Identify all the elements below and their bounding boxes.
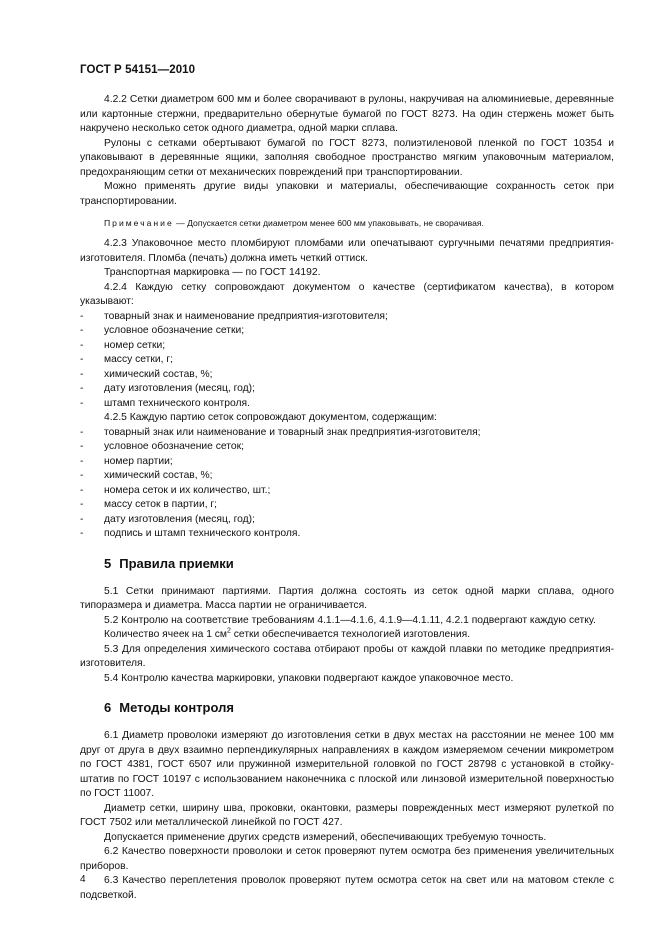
paragraph-4-2-4: 4.2.4 Каждую сетку сопровождают документом о качестве (сертификатом качества), в котором указывают:: [80, 281, 614, 307]
list-item: - химический состав, %;: [80, 368, 213, 380]
list-4-2-4: [80, 310, 614, 412]
list-item: - дату изготовления (месяц, год);: [80, 383, 255, 394]
paragraph-4-2-2: 4.2.2 Сетки диаметром 600 мм и более сворачивают в рулоны, накручивая на алюминиевые, деревянные или картонные стержни, предварительно обернутые бумагой по ГОСТ 8273. На один стержень может быть накручено несколько сеток одного диаметра, одной марки сплава.: [80, 94, 614, 134]
list-item: - условное обозначение сеток;: [80, 441, 244, 452]
paragraph-5-1: 5.1 Сетки принимают партиями. Партия должна состоять из сеток одной марки сплава, одного типоразмера и диаметра. Масса партии не ограничивается.: [80, 585, 614, 611]
list-item: - подпись и штамп технического контроля.: [80, 528, 301, 539]
note-text: — Допускается сетки диаметром менее 600 мм упаковывать, не сворачивая.: [173, 218, 484, 228]
page-number: 4: [80, 874, 86, 885]
note: [80, 217, 614, 229]
list-item: - дату изготовления (месяц, год);: [80, 513, 255, 525]
section-title: Методы контроля: [119, 700, 234, 715]
list-item: - химический состав, %;: [80, 470, 213, 481]
paragraph-4-2-5: 4.2.5 Каждую партию сеток сопровождают документом, содержащим:: [104, 412, 437, 423]
list-item: - номер партии;: [80, 455, 173, 467]
document-header: ГОСТ Р 54151—2010: [80, 64, 196, 76]
paragraph-5-4: 5.4 Контролю качества маркировки, упаковки подвергают каждое упаковочное место.: [104, 672, 514, 684]
section-5-heading: [104, 556, 614, 572]
section-title: Правила приемки: [119, 555, 234, 571]
paragraph-6-3: 6.3 Качество переплетения проволок проверяют путем осмотра сеток на свет или на матовом стекле с подсветкой.: [80, 875, 614, 901]
paragraph-transport-marking: Транспортная маркировка — по ГОСТ 14192.: [104, 267, 321, 278]
paragraph-diameter: Диаметр сетки, ширину шва, проковки, окантовки, размеры поврежденных мест измеряют рулеткой по ГОСТ 7502 или металлической линейкой по ГОСТ 427.: [80, 802, 614, 828]
list-item: - номер сетки;: [80, 339, 166, 351]
list-item: - товарный знак и наименование предприятия-изготовителя;: [80, 310, 388, 322]
paragraph-allow: Допускается применение других средств измерений, обеспечивающих требуемую точность.: [104, 831, 547, 843]
list-item: - товарный знак или наименование и товарный знак предприятия-изготовителя;: [80, 426, 481, 438]
paragraph-5-2: 5.2 Контролю на соответствие требованиям 4.1.1—4.1.6, 4.1.9—4.1.11, 4.2.1 подвергают каждую сетку.: [104, 614, 596, 626]
paragraph-6-1: 6.1 Диаметр проволоки измеряют до изготовления сетки в двух местах на расстоянии не менее 100 мм друг от друга в двух взаимно перпендикулярных направлениях в каждом измеряемом сечении микрометром по ГОСТ 4381, ГОСТ 6507 или пружинной измерительной головкой по ГОСТ 28798 с установкой в стойку-штатив по ГОСТ 10197 с использованием наконечника с плоской или линзовой измерительной поверхностью по ГОСТ 11007.: [80, 730, 614, 799]
list-item: - штамп технического контроля.: [80, 397, 250, 409]
note-label: Примечание: [104, 218, 174, 228]
paragraph-other-packaging: Можно применять другие виды упаковки и материалы, обеспечивающие сохранность сеток при транспортировании.: [80, 181, 614, 207]
list-item: - массу сетки, г;: [80, 354, 173, 365]
section-number: 5: [104, 555, 112, 571]
list-item: - условное обозначение сетки;: [80, 325, 245, 336]
paragraph-5-3: 5.3 Для определения химического состава отбирают пробы от каждой плавки по методике предприятия-изготовителя.: [80, 643, 614, 669]
section-number: 6: [104, 700, 112, 715]
list-4-2-5: [80, 426, 614, 542]
paragraph-rolls: Рулоны с сетками обертывают бумагой по ГОСТ 8273, полиэтиленовой пленкой по ГОСТ 10354 и упаковывают в деревянные ящики, заполняя свободное пространство мягким упаковочным материалом, предохраняющим сетки от механических повреждений при транспортировании.: [80, 137, 614, 178]
list-item: - номера сеток и их количество, шт.;: [80, 484, 271, 496]
paragraph-cell-count: Количество ячеек на 1 $см^2$ сетки обеспечивается технологией изготовления.: [104, 627, 471, 640]
document-body: [80, 93, 614, 903]
list-item: - массу сеток в партии, г;: [80, 499, 218, 510]
paragraph-6-2: 6.2 Качество поверхности проволоки и сеток проверяют путем осмотра без применения увеличительных приборов.: [80, 846, 614, 872]
section-6-heading: [104, 700, 614, 716]
paragraph-4-2-3: 4.2.3 Упаковочное место пломбируют пломбами или опечатывают сургучными печатями предприятия-изготовителя. Пломба (печать) должна иметь четкий оттиск.: [80, 238, 614, 264]
